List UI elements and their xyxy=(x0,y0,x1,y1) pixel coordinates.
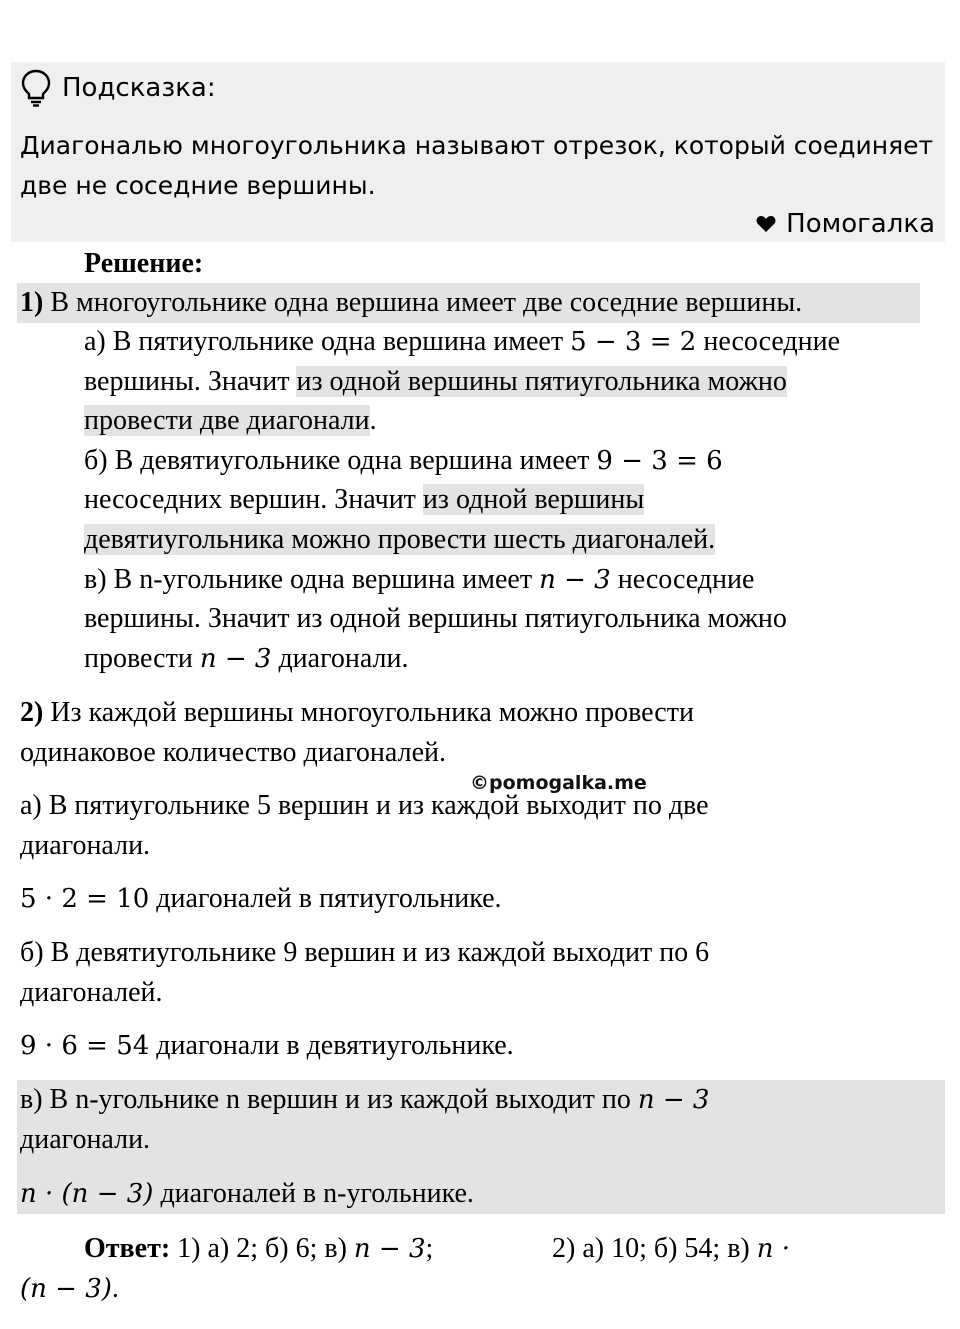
part2-c-line1: в) В n-угольнике n вершин и из каждой выходит по n − 3 xyxy=(20,1084,710,1115)
part1-b-line3 xyxy=(84,520,715,560)
part1-c-line1: в) В n-угольнике одна вершина имеет n − 3 несоседние xyxy=(84,564,755,595)
part2-b-line2: диагоналей. xyxy=(20,977,163,1008)
answer-line1: Ответ: 1) а) 2; б) 6; в) n − 3; xyxy=(84,1233,434,1264)
hint-header xyxy=(20,68,216,108)
part2-intro-line1: 2) Из каждой вершины многоугольника можно провести xyxy=(20,697,694,728)
hint-text: Диагональю многоугольника называют отрезок, который соединяет две не соседние вершины. xyxy=(20,131,934,200)
part2-a-line1: а) В пятиугольнике 5 вершин и из каждой выходит по две xyxy=(20,790,709,821)
solution-title: Решение: xyxy=(84,248,204,279)
part2-c-line2: диагонали. xyxy=(20,1124,151,1155)
part1-c-line3: провести n − 3 диагонали. xyxy=(84,643,409,674)
part1-number: 1) xyxy=(20,287,44,318)
highlight: из одной вершины xyxy=(422,484,645,515)
part1-a-line1: а) В пятиугольнике одна вершина имеет 5 − 3 = 2 несоседние xyxy=(84,326,841,357)
highlight: из одной вершины пятиугольника можно xyxy=(296,366,787,397)
heart-icon xyxy=(756,215,776,233)
answer-line2: (n − 3). xyxy=(20,1273,119,1304)
highlight: девятиугольника можно провести шесть диагоналей. xyxy=(84,524,716,555)
part2-intro-line2: одинаковое количество диагоналей. xyxy=(20,737,446,768)
hint-title: Подсказка: xyxy=(62,73,216,103)
part2-b-line1: б) В девятиугольнике 9 вершин и из каждой выходит по 6 xyxy=(20,937,710,968)
answer-label: Ответ: xyxy=(84,1233,171,1264)
brand-signature xyxy=(756,204,935,244)
answer-line1-part2: 2) а) 10; б) 54; в) n · xyxy=(552,1233,791,1264)
part2-a-line2: диагонали. xyxy=(20,830,151,861)
part2-a-calc: 5 · 2 = 10 диагоналей в пятиугольнике. xyxy=(20,883,502,914)
part1-b-line2: несоседних вершин. Значит из одной вершины xyxy=(84,484,645,515)
part2-number: 2) xyxy=(20,697,44,728)
part1-intro: 1) В многоугольнике одна вершина имеет две соседние вершины. xyxy=(20,287,803,318)
part1-c-line2: вершины. Значит из одной вершины пятиугольника можно xyxy=(84,603,787,634)
highlight: провести две диагонали xyxy=(84,405,370,436)
lightbulb-icon xyxy=(20,69,52,107)
part2-b-calc: 9 · 6 = 54 диагонали в девятиугольнике. xyxy=(20,1030,514,1061)
part1-a-line3: провести две диагонали. xyxy=(84,405,377,436)
part1-a-line2: вершины. Значит из одной вершины пятиугольника можно xyxy=(84,366,787,397)
part2-c-calc: n · (n − 3) диагоналей в n-угольнике. xyxy=(20,1178,474,1209)
watermark: ©pomogalka.me xyxy=(470,772,647,794)
part1-b-line1: б) В девятиугольнике одна вершина имеет 9 − 3 = 6 xyxy=(84,445,723,476)
brand-name: Помогалка xyxy=(786,209,935,239)
